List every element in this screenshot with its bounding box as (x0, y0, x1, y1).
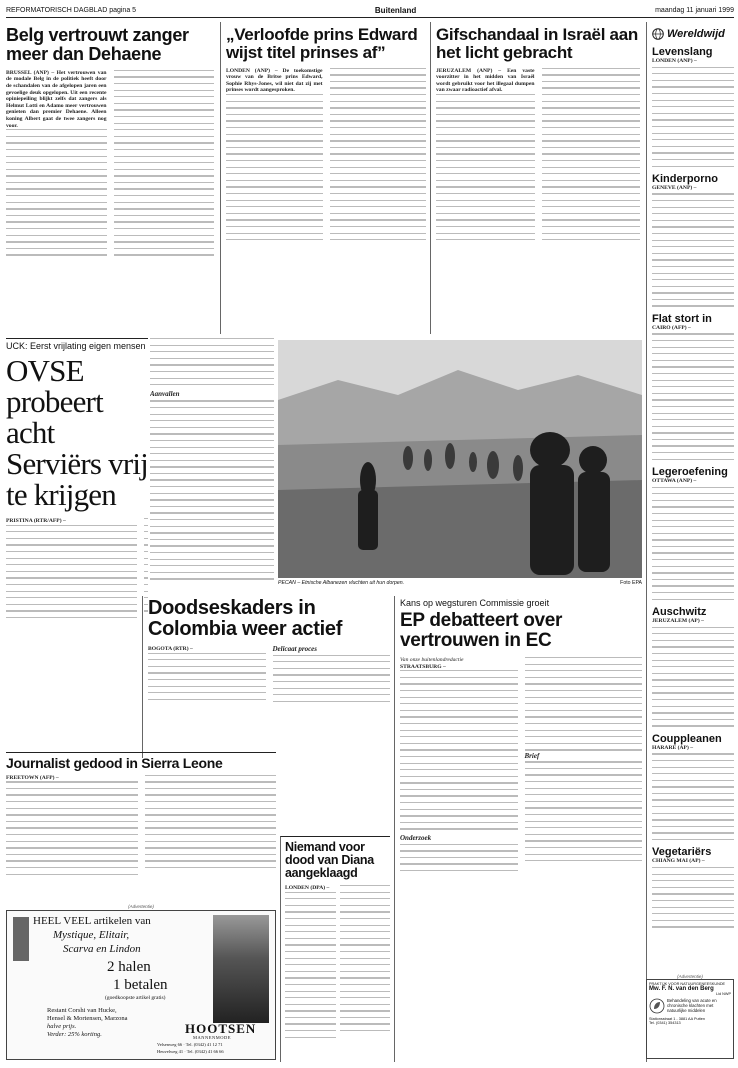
headline: EP debatteert over vertrouwen in EC (400, 610, 563, 651)
byline: Van onze buitenlandredactie (400, 657, 464, 663)
article-edward (220, 22, 426, 334)
sidebar-item-dateline: LONDEN (ANP) – (652, 58, 697, 64)
sidebar-news-item (652, 733, 734, 841)
store-address-1: Velsenweg 66 · Tel. (0342) 41 12 71 (157, 1042, 223, 1047)
clothing-image-left (13, 917, 29, 961)
ad-text (667, 998, 717, 1014)
sidebar-item-dateline: CHIANG MAI (AP) – (652, 858, 705, 865)
body-text-lines (652, 333, 734, 460)
article-body (6, 775, 276, 885)
subhead: Brief (524, 751, 540, 760)
photo-caption: PECAN – Etnische Albanezen vluchten uit hun dorpen. (278, 580, 405, 586)
ad-line1: HEEL VEEL artikelen van (33, 915, 151, 927)
article-ep (394, 596, 642, 1062)
sidebar-item-title: Kinderporno (652, 172, 718, 185)
body-text-lines (6, 518, 148, 620)
article-body (148, 646, 390, 756)
headline: Niemand voor dood van Diana aangeklaagd (285, 840, 374, 880)
store-address-2: Heuvelweg 41 · Tel. (0342) 41 66 66 (157, 1049, 224, 1054)
ad-extras (47, 1007, 157, 1039)
body-text-lines (436, 68, 640, 246)
sidebar-item-title: Vegetariërs (652, 846, 712, 859)
sidebar-title: Wereldwijd (667, 28, 725, 40)
sidebar-header (652, 28, 734, 40)
sidebar-news-item (652, 313, 734, 460)
dateline: LONDEN (ANP) – (226, 67, 278, 74)
dateline: BOGOTA (RTR) – (148, 646, 193, 652)
body-text-lines (652, 487, 734, 600)
ad-offer-note: (goedkoopste artikel gratis) (105, 995, 166, 1001)
article-body (6, 70, 214, 334)
ad-body (649, 998, 731, 1014)
article-body (226, 68, 426, 334)
subhead: Aanvallen (150, 389, 180, 398)
article-doodseskaders (142, 596, 390, 758)
dateline: JERUZALEM (ANP) – (436, 67, 502, 74)
ad-line6: natuurlijke middelen (667, 1008, 706, 1013)
sidebar-news-item (652, 173, 734, 307)
photo-credit: Foto EPA (620, 580, 642, 586)
dateline: STRAATSBURG – (400, 663, 446, 670)
dateline: PRISTINA (RTR/AFP) – (6, 518, 66, 524)
body-text-lines (652, 627, 734, 727)
dateline: BRUSSEL (ANP) – (6, 69, 55, 76)
body-text-lines (652, 867, 734, 928)
news-photo-kosovo (278, 340, 642, 590)
body-text-lines (652, 193, 734, 306)
sidebar-item-title: Couppleanen (652, 732, 722, 745)
article-gifschandaal (430, 22, 640, 334)
sidebar-news-item (652, 46, 734, 167)
article-body (6, 518, 148, 748)
ad-offer2: 1 betalen (113, 977, 168, 993)
lead: De toekomstige vrouw van de Britse prins Edward, Sophie Rhys-Jones, wil niet dat zij met prinses wordt aangesproken. (226, 67, 323, 94)
dateline: FREETOWN (AFP) – (6, 774, 59, 781)
sidebar-items (652, 46, 734, 928)
sidebar-item-dateline: GENEVE (ANP) – (652, 184, 697, 191)
store-name: HOOTSEN (185, 1021, 257, 1036)
sidebar-news-item (652, 846, 734, 927)
body-text-lines (273, 655, 391, 702)
headline: Journalist gedood in Sierra Leone (6, 755, 223, 771)
store-subtitle: MANNENMODE (193, 1035, 231, 1040)
globe-icon (652, 28, 664, 40)
body-text-lines (652, 67, 734, 167)
ad-frame (6, 910, 276, 1060)
lead: Het vertrouwen van de modale Belg in de politiek heeft door de schandalen van de afgelopen jaren een gevoelige deuk opgelopen. Uit een recente opiniepeiling blijkt zelfs dat zangers als Helmut Lotti en Adamo meer vertrouwen genieten dan premier Dehaene. Alleen koning Albert gaat de twee zangers nog voor. (6, 69, 107, 129)
ad-label: (Advertentie) (677, 974, 703, 979)
ad-offer: 2 halen (107, 959, 151, 975)
headline: Belg vertrouwt zanger meer dan Dehaene (6, 25, 189, 64)
article-ovse (6, 338, 148, 748)
ad-extra-1: Restant Corshi van Hucke, (47, 1007, 117, 1014)
issue-date: maandag 11 januari 1999 (655, 7, 734, 14)
page-header (6, 4, 734, 18)
sidebar-item-dateline: OTTAWA (ANP) – (652, 477, 697, 484)
ad-frame (646, 979, 734, 1059)
body-text-lines (285, 885, 390, 1040)
section-name: Buitenland (374, 6, 417, 15)
lead: Een vaste voorzitter in het midden van Israël wordt gebruikt voor het illegaal dumpen van zwaar radioactief afval. (436, 67, 535, 94)
sidebar-item-dateline: HARARE (AP) – (652, 744, 694, 751)
subhead: Onderzoek (400, 834, 432, 843)
ad-line8: Tel. (0341) 354313 (649, 1021, 681, 1025)
ad-natuurgeneeskunde (646, 974, 734, 1062)
sidebar-wereldwijd (646, 22, 734, 1062)
kicker: UCK: Eerst vrijlating eigen mensen (6, 338, 148, 351)
headline: Doodseskaders in Colombia weer actief (148, 597, 343, 640)
ad-line2: Mystique, Elitair, (53, 929, 130, 941)
ad-line2: Mw. F. N. van den Berg (649, 986, 714, 992)
leaf-emblem-icon (649, 998, 665, 1014)
photo-refugees (278, 340, 642, 578)
sidebar-item-title: Auschwitz (652, 605, 707, 618)
model-photo (213, 915, 269, 1023)
paper-name: REFORMATORISCH DAGBLAD pagina 5 (6, 7, 137, 14)
ad-line5: chronische klachten met (667, 1003, 714, 1008)
body-text-lines (150, 338, 274, 385)
sidebar-item-title: Levenslang (652, 46, 713, 58)
body-text-lines (226, 68, 426, 246)
sidebar-item-dateline: CAIRO (AFP) – (652, 324, 691, 331)
article-journalist (6, 752, 276, 902)
photo-caption-row (278, 580, 642, 586)
ad-line1: PRAKTIJK VOOR NATUURGENEESKUNDE (649, 982, 726, 986)
headline: Gifschandaal in Israël aan het licht gebracht (436, 25, 638, 62)
ad-label: (Advertentie) (128, 904, 154, 909)
ad-extra-2: Hensel & Mortensen, Marzona (47, 1015, 128, 1022)
article-diana (280, 836, 390, 1062)
article-belg (6, 22, 214, 334)
body-text-lines (150, 400, 274, 579)
sidebar-item-title: Flat stort in (652, 312, 712, 325)
ad-hootsen (6, 904, 276, 1062)
headline: OVSE probeert acht Serviërs vrij te krijgen (6, 353, 148, 512)
ad-line3: Lid NWP (716, 992, 731, 996)
dateline: LONDEN (DPA) – (285, 885, 330, 891)
ad-line4: Behandeling van acute en (667, 998, 717, 1003)
body-text-lines (6, 775, 276, 877)
sidebar-news-item (652, 606, 734, 727)
article-body (400, 657, 642, 1037)
article-ovse-column (150, 338, 274, 588)
body-text-lines (148, 653, 266, 700)
ad-extra-3: halve prijs. (47, 1023, 77, 1030)
article-body (285, 885, 390, 1053)
sidebar-item-title: Legeroefening (652, 465, 728, 478)
ad-line7: Stationsstraat 1 - 3881 AA Putten (649, 1017, 705, 1021)
ad-extra-4: Verder: 25% korting. (47, 1031, 102, 1038)
body-text-lines (525, 761, 643, 861)
body-text-lines (400, 670, 518, 830)
ad-line3: Scarva en Lindon (63, 943, 141, 955)
body-text-lines (652, 753, 734, 840)
sidebar-item-dateline: JERUZALEM (AP) – (652, 617, 704, 624)
article-body (436, 68, 640, 334)
sidebar-news-item (652, 466, 734, 600)
photo-scene (278, 340, 642, 578)
kicker: Kans op wegsturen Commissie groeit (400, 598, 550, 608)
headline: „Verloofde prins Edward wijst titel prinses af” (226, 25, 418, 62)
subhead: Delicaat proces (272, 645, 318, 653)
